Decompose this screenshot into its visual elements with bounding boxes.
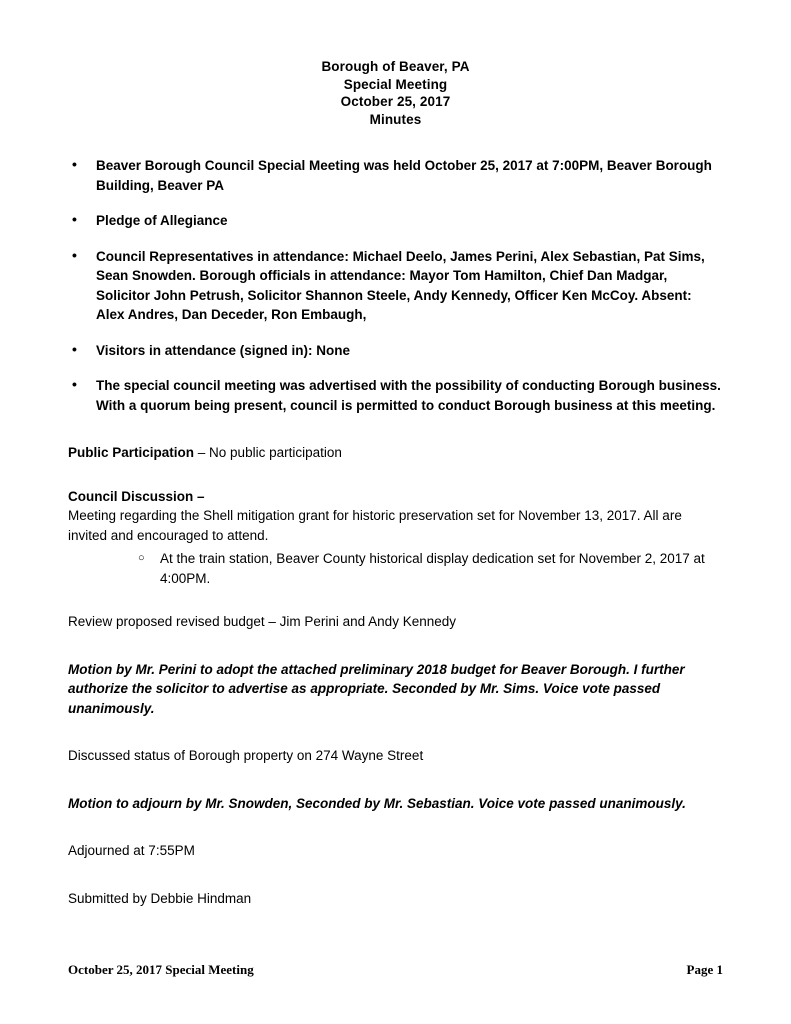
list-item: • Council Representatives in attendance: Michael Deelo, James Perini, Alex Sebastian, Pat Sims, Sean Snowden. Borough officials in attendance: Mayor Tom Hamilton, Chief Dan Madgar, Solicitor John Petrush, Solicitor Shannon Steele, Andy Kennedy, Officer Ken McCoy. Absent: Alex Andres, Dan Deceder, Ron Embaugh,: [68, 247, 723, 325]
list-item: • Visitors in attendance (signed in): None: [68, 341, 723, 361]
motion-budget-paragraph: Motion by Mr. Perini to adopt the attached preliminary 2018 budget for Beaver Borough. I further authorize the solicitor to advertise as appropriate. Seconded by Mr. Sims. Voice vote passed unanimously.: [68, 661, 685, 716]
list-item: • The special council meeting was advertised with the possibility of conducting Borough business. With a quorum being present, council is permitted to conduct Borough business at this meeting.: [68, 376, 723, 415]
footer-left-text: October 25, 2017 Special Meeting: [68, 962, 254, 977]
public-participation-section: [68, 443, 723, 463]
public-participation-body: – No public participation: [194, 445, 342, 460]
header-line-meeting-type: Special Meeting: [343, 76, 448, 92]
minutes-bullet-list: [68, 156, 723, 415]
list-item: • Pledge of Allegiance: [68, 211, 723, 231]
submitted-by-paragraph: Submitted by Debbie Hindman: [68, 890, 252, 906]
review-budget-paragraph: Review proposed revised budget – Jim Perini and Andy Kennedy: [68, 614, 456, 629]
motion-adjourn-paragraph: Motion to adjourn by Mr. Snowden, Seconded by Mr. Sebastian. Voice vote passed unanimously.: [68, 795, 686, 811]
council-discussion-body: Meeting regarding the Shell mitigation grant for historic preservation set for November 13, 2017. All are invited and encouraged to attend.: [68, 508, 682, 543]
adjourned-paragraph: Adjourned at 7:55PM: [68, 843, 195, 858]
list-item: ○ At the train station, Beaver County historical display dedication set for November 2, 2017 at 4:00PM.: [136, 549, 723, 588]
header-line-doctype: Minutes: [369, 111, 422, 127]
document-header: [68, 58, 723, 128]
footer-page-number: Page 1: [686, 962, 723, 977]
list-item: • Beaver Borough Council Special Meeting was held October 25, 2017 at 7:00PM, Beaver Borough Building, Beaver PA: [68, 156, 723, 195]
council-discussion-sublist: [68, 549, 723, 588]
header-line-date: October 25, 2017: [340, 94, 451, 109]
council-discussion-heading: Council Discussion –: [68, 488, 205, 504]
page-footer: [68, 962, 723, 978]
property-status-paragraph: Discussed status of Borough property on 274 Wayne Street: [68, 748, 424, 763]
header-line-org: Borough of Beaver, PA: [321, 59, 470, 74]
public-participation-heading: Public Participation: [68, 445, 195, 460]
